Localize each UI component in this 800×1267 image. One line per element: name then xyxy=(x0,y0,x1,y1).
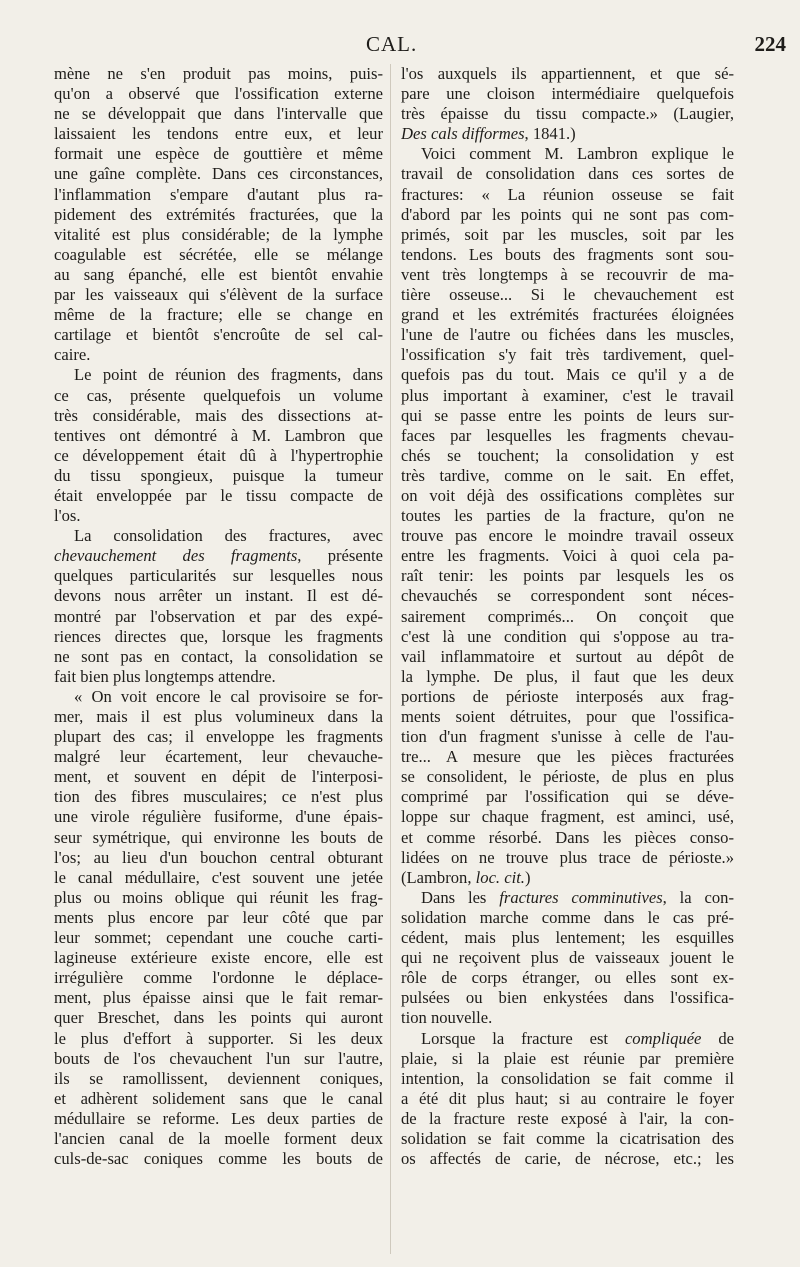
text-line: quefois pas du tout. Mais ce qu'il y a de xyxy=(401,365,734,385)
page-header xyxy=(0,30,800,58)
text-line: solidation marche comme dans le cas pré- xyxy=(401,907,734,927)
italic-text: loc. cit. xyxy=(475,867,525,887)
text-line: qui se passe entre les points de leurs sur- xyxy=(401,405,734,425)
text-line: tendons. Les bouts des fragments sont sou- xyxy=(401,244,734,264)
text-line: d'abord par les points qui ne sont pas com- xyxy=(401,204,734,224)
text-line: ils se ramollissent, deviennent coniques, xyxy=(54,1068,383,1088)
text-line: plupart des cas; il enveloppe les fragments xyxy=(54,727,383,747)
text-line xyxy=(401,868,734,888)
text-line: l'une de l'autre ou fichées dans les muscles, xyxy=(401,325,734,345)
text-line: une virole régulière fusiforme, d'une épais- xyxy=(54,807,383,827)
running-head: CAL. xyxy=(366,32,418,56)
text-line: entre les fragments. Voici à quoi cela pa- xyxy=(401,546,734,566)
text-line: lagineuse extérieure existe encore, elle est xyxy=(54,948,383,968)
text-line: une gaîne complète. Dans ces circonstances, xyxy=(54,164,383,184)
text-line: lidées on ne trouve plus trace de périoste.» xyxy=(401,847,734,867)
text-line: même de la fracture; elle se change en xyxy=(54,305,383,325)
text-line: tion des fibres musculaires; ce n'est plus xyxy=(54,787,383,807)
text-line: malgré leur écartement, leur chevauche- xyxy=(54,747,383,767)
text-line: tière osseuse... Si le chevauchement est xyxy=(401,285,734,305)
text-line: laissaient les tendons entre eux, et leur xyxy=(54,124,383,144)
text-line: riences directes que, lorsque les fragments xyxy=(54,626,383,646)
text-line: très tardive, comme on le sait. En effet, xyxy=(401,465,734,485)
text-line: mène ne s'en produit pas moins, puis- xyxy=(54,64,383,83)
italic-text: compliquée xyxy=(624,1028,702,1048)
text-line: fait bien plus longtemps attendre. xyxy=(54,666,276,686)
text-line: raît tenir: les points par lesquels les os xyxy=(401,566,734,586)
text-line: caire. xyxy=(54,345,91,365)
text-line: par les vaisseaux qui s'élèvent de la surface xyxy=(54,285,383,305)
text-line: l'os. xyxy=(54,506,81,526)
text-line xyxy=(54,546,383,566)
text-line: le plus d'effort à supporter. Si les deux xyxy=(54,1028,383,1048)
text-line: portions de périoste interposés aux frag- xyxy=(401,686,734,706)
text-line: tre... A mesure que les pièces fracturées xyxy=(401,747,734,767)
italic-text: chevauchement des fragments xyxy=(54,546,298,566)
text-line: travail de consolidation dans ces sortes de xyxy=(401,164,734,184)
text-line: le canal médullaire, c'est souvent une jetée xyxy=(54,867,383,887)
text-line: qu'on a observé que l'ossification externe xyxy=(54,84,383,104)
text-line xyxy=(401,888,734,908)
text-line: plus important à examiner, c'est le travail xyxy=(401,385,734,405)
text-line: solidation se fait comme la cicatrisation des xyxy=(401,1128,734,1148)
text-line: culs-de-sac coniques comme les bouts de xyxy=(54,1149,383,1169)
text-line: formait une espèce de gouttière et même xyxy=(54,144,383,164)
text-line: ce développement était dû à l'hypertrophie xyxy=(54,445,383,465)
text-line: vitalité est plus considérable; de la lymphe xyxy=(54,224,383,244)
text-line: Voici comment M. Lambron explique le xyxy=(421,144,734,164)
text-span: Lorsque la fracture est xyxy=(421,1028,625,1048)
text-line: plus ou moins oblique qui réunit les frag- xyxy=(54,887,383,907)
page-number: 224 xyxy=(754,32,786,56)
text-line: pare une cloison intermédiaire quelquefois xyxy=(401,84,734,104)
text-line: du tissu spongieux, puisque la tumeur xyxy=(54,465,383,485)
text-line: seur symétrique, qui environne les bouts de xyxy=(54,827,383,847)
text-line: vail inflammatoire et surtout au dépôt de xyxy=(401,646,734,666)
text-line: c'est là une condition qui s'oppose au tra- xyxy=(401,626,734,646)
text-line xyxy=(401,1029,734,1049)
text-line: tion nouvelle. xyxy=(401,1008,493,1028)
text-line: trouve pas encore le moindre travail osseux xyxy=(401,526,734,546)
left-column xyxy=(54,64,383,1264)
text-span: , la con- xyxy=(662,887,734,907)
text-line: ne se développait que dans l'intervalle que xyxy=(54,104,383,124)
italic-text: Des cals difformes xyxy=(401,124,525,144)
text-line: rôle de corps étranger, ou elles sont ex- xyxy=(401,968,734,988)
text-line: quer Breschet, dans les points qui auront xyxy=(54,1008,383,1028)
text-line: ce cas, présente quelquefois un volume xyxy=(54,385,383,405)
text-line: très épaisse du tissu compacte.» (Laugier, xyxy=(401,104,734,124)
text-line: était enveloppée par le tissu compacte de xyxy=(54,485,383,505)
text-line: cédent, mais plus lentement; les esquilles xyxy=(401,928,734,948)
text-line: Le point de réunion des fragments, dans xyxy=(74,365,383,385)
text-line: devons nous arrêter un instant. Il est dé- xyxy=(54,586,383,606)
text-line: La consolidation des fractures, avec xyxy=(74,526,383,546)
text-line: fractures: « La réunion osseuse se fait xyxy=(401,184,734,204)
text-span: de xyxy=(701,1028,734,1048)
text-line: cartilage et bientôt s'encroûte de sel cal- xyxy=(54,325,383,345)
text-line: au sang épanché, elle est bientôt envahie xyxy=(54,264,383,284)
text-line: on voit déjà des ossifications complètes sur xyxy=(401,485,734,505)
text-line: qui ne reçoivent plus de vaisseaux jouent le xyxy=(401,948,734,968)
text-line: quelques particularités sur lesquelles nous xyxy=(54,566,383,586)
text-line: l'ossification s'y fait très tardivement, quel- xyxy=(401,345,734,365)
text-line: ment, et souvent en dépit de l'interposi- xyxy=(54,767,383,787)
text-line: pulsées ou bien enkystées dans l'ossifica- xyxy=(401,988,734,1008)
text-line: ments plus encore par leur côté que par xyxy=(54,907,383,927)
text-line: intention, la consolidation se fait comme il xyxy=(401,1068,734,1088)
text-span: , 1841.) xyxy=(524,124,576,144)
text-line: leur sommet; cependant une couche carti- xyxy=(54,928,383,948)
text-line: l'inflammation s'empare d'autant plus ra- xyxy=(54,184,383,204)
text-line: très considérable, mais des dissections at- xyxy=(54,405,383,425)
text-line: de la fracture reste exposé à l'air, la con- xyxy=(401,1108,734,1128)
text-line: se consolident, le périoste, de plus en plus xyxy=(401,767,734,787)
text-line: mer, mais il est plus volumineux dans la xyxy=(54,707,383,726)
italic-text: fractures comminutives xyxy=(499,887,663,907)
text-line: faces par lesquelles les fragments chevau- xyxy=(401,425,734,445)
text-line: l'os auxquels ils appartiennent, et que sé- xyxy=(401,64,734,83)
text-line: tentives ont démontré à M. Lambron que xyxy=(54,425,383,445)
text-line: irrégulière comme l'ordonne le déplace- xyxy=(54,968,383,988)
text-line: sairement comprimés... On conçoit que xyxy=(401,606,734,626)
text-line: pidement des extrémités fracturées, que la xyxy=(54,204,383,224)
text-span: (Lambron, xyxy=(401,867,476,887)
text-line: « On voit encore le cal provisoire se for- xyxy=(74,686,383,706)
text-line: ments soient détruites, pour que l'ossifica- xyxy=(401,707,734,726)
text-line: chevauchés se correspondent sont néces- xyxy=(401,586,734,606)
text-line: coagulable est sécrétée, elle se mélange xyxy=(54,244,383,264)
text-line: la lymphe. De plus, il faut que les deux xyxy=(401,666,734,686)
text-line: loppe sur chaque fragment, est aminci, usé, xyxy=(401,807,734,827)
right-column xyxy=(401,64,734,1264)
text-line: plaie, si la plaie est réunie par première xyxy=(401,1048,734,1068)
text-line: ment, plus épaisse ainsi que le fait remar- xyxy=(54,988,383,1008)
text-line: l'ancien canal de la moelle forment deux xyxy=(54,1128,383,1148)
text-span: ) xyxy=(524,867,531,887)
text-line: ne sont pas en contact, la consolidation se xyxy=(54,646,383,666)
text-line: a été dit plus haut; si au contraire le foyer xyxy=(401,1088,734,1108)
text-line: montré par l'observation et par des expé- xyxy=(54,606,383,626)
text-span: , présente xyxy=(297,546,383,566)
text-line: vent très longtemps à se recouvrir de ma- xyxy=(401,264,734,284)
text-line: bouts de l'os chevauchent l'un sur l'autre, xyxy=(54,1048,383,1068)
text-line: et adhèrent solidement sans que le canal xyxy=(54,1088,383,1108)
text-line: toutes les parties de la fracture, qu'on ne xyxy=(401,506,734,526)
text-line: os affectés de carie, de nécrose, etc.; les xyxy=(401,1149,734,1169)
text-line: comprimé par l'ossification qui se déve- xyxy=(401,787,734,807)
text-line: grand et les extrémités fracturées éloignées xyxy=(401,305,734,325)
text-line: chés se touchent; la consolidation y est xyxy=(401,445,734,465)
text-line: médullaire se reforme. Les deux parties de xyxy=(54,1108,383,1128)
column-divider xyxy=(390,64,391,1254)
text-line: primés, soit par les muscles, soit par les xyxy=(401,224,734,244)
text-line xyxy=(401,124,734,144)
text-line: tion d'un fragment s'unisse à celle de l'au- xyxy=(401,727,734,747)
text-line: et comme résorbé. Dans les pièces conso- xyxy=(401,827,734,847)
text-line: l'os; au lieu d'un bouchon central obturant xyxy=(54,847,383,867)
text-span: Dans les xyxy=(421,887,500,907)
